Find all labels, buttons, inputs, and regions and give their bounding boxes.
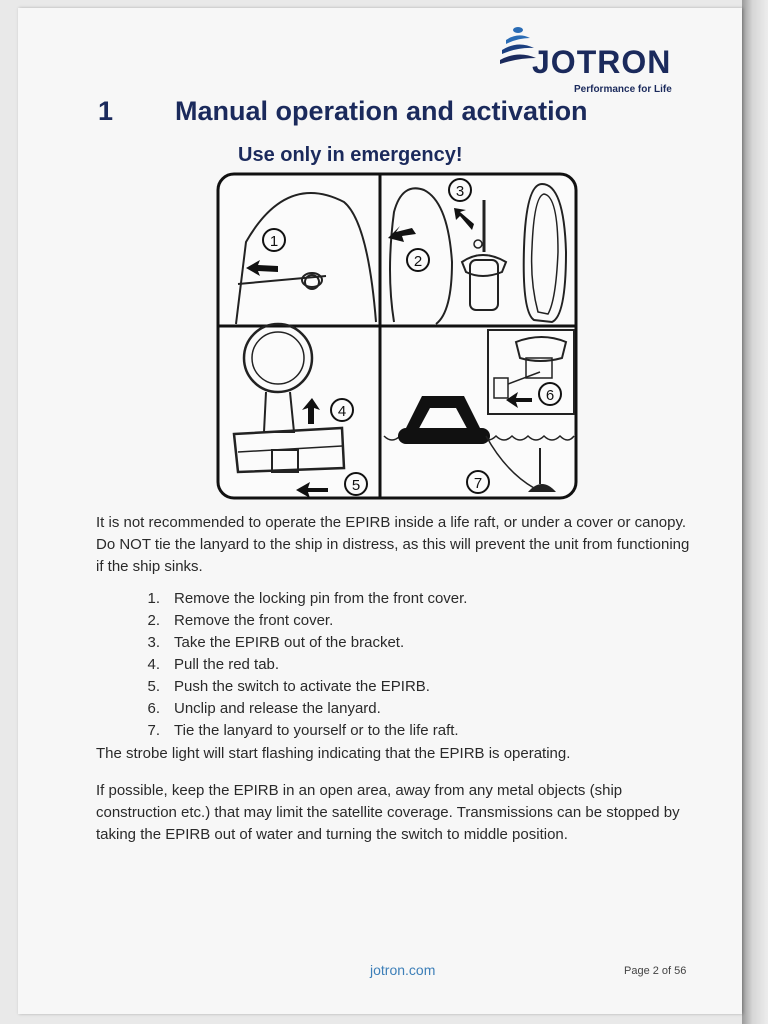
svg-text:5: 5 (351, 477, 361, 494)
callout-3 (449, 179, 471, 201)
step-text: Tie the lanyard to yourself or to the life raft. (174, 722, 459, 739)
step-number: 3. (147, 634, 160, 651)
step-number: 7. (147, 722, 160, 739)
callout-6 (539, 383, 561, 405)
svg-text:6: 6 (545, 387, 555, 404)
step-number: 1. (147, 590, 160, 607)
svg-text:3: 3 (455, 183, 465, 200)
activation-steps-list (130, 588, 467, 742)
step-text: Push the switch to activate the EPIRB. (174, 678, 430, 695)
step-number: 4. (147, 656, 160, 673)
warning-paragraph: It is not recommended to operate the EPIRB inside a life raft, or under a cover or canopy. Do NOT tie the lanyard to the ship in distress, as this will prevent the unit from functioning if the ship sinks. (96, 514, 690, 575)
list-item (130, 654, 467, 676)
placement-paragraph: If possible, keep the EPIRB in an open area, away from any metal objects (ship construction etc.) that may limit the satellite coverage. Transmissions can be stopped by taking the EPIRB out of water and turning the switch to middle position. (96, 782, 680, 843)
svg-text:4: 4 (337, 403, 347, 420)
page-title: Manual operation and activation (175, 96, 588, 126)
callout-7 (467, 471, 489, 493)
scan-edge-shadow (742, 0, 768, 1024)
strobe-paragraph: The strobe light will start flashing indicating that the EPIRB is operating. (96, 745, 571, 762)
callout-5 (345, 473, 367, 495)
section-number: 1 (98, 96, 114, 126)
list-item (130, 720, 467, 742)
callout-4 (331, 399, 353, 421)
svg-text:7: 7 (473, 475, 483, 492)
callout-2 (407, 249, 429, 271)
page-number: Page 2 of 56 (624, 965, 687, 977)
svg-text:2: 2 (413, 253, 423, 270)
brand-name: JOTRON (532, 44, 672, 80)
step-text: Remove the front cover. (174, 612, 334, 629)
activation-illustration (216, 172, 580, 502)
list-item (130, 632, 467, 654)
jotron-logo (496, 20, 706, 100)
list-item (130, 676, 467, 698)
list-item (130, 588, 467, 610)
list-item (130, 698, 467, 720)
step-number: 2. (147, 612, 160, 629)
step-text: Take the EPIRB out of the bracket. (174, 634, 405, 651)
step-text: Unclip and release the lanyard. (174, 700, 381, 717)
step-number: 5. (147, 678, 160, 695)
callout-1 (263, 229, 285, 251)
step-text: Remove the locking pin from the front cover. (174, 590, 468, 607)
brand-tagline: Performance for Life (574, 84, 672, 95)
list-item (130, 610, 467, 632)
website-link[interactable]: jotron.com (370, 962, 436, 978)
step-number: 6. (147, 700, 160, 717)
svg-text:1: 1 (269, 233, 279, 250)
emergency-warning: Use only in emergency! (238, 144, 463, 166)
step-text: Pull the red tab. (174, 656, 280, 673)
